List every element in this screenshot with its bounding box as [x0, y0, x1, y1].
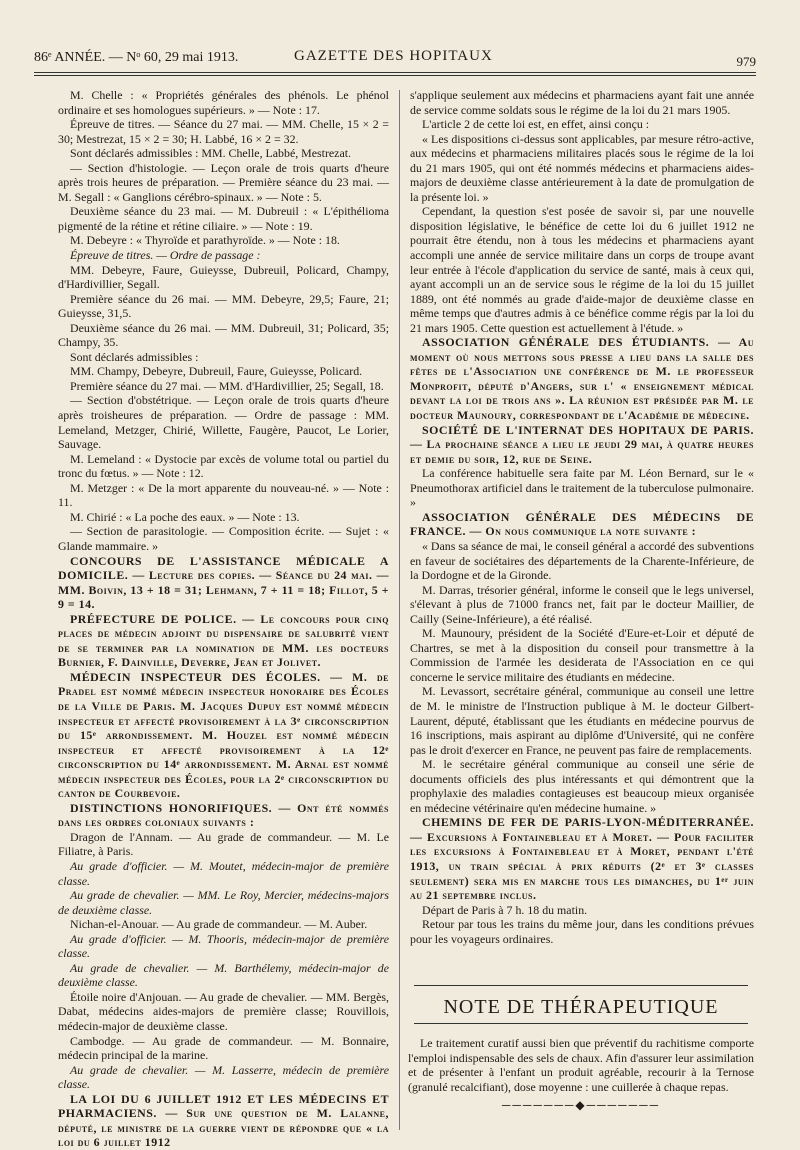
section-heading-paragraph: CONCOURS DE L'ASSISTANCE MÉDICALE A DOMICILE. — Lecture des copies. — Séance du 24 mai. — MM. Boivin, 13 + 18 = 31; Lehmann, 7 + 11 = 18; Fillot, 5 + 9 = 14.	[58, 553, 389, 612]
paragraph: s'applique seulement aux médecins et pharmaciens ayant fait une année de service comme soldats sous le régime de la loi du 21 mars 1905.	[410, 88, 754, 117]
paragraph: — Section d'obstétrique. — Leçon orale de trois quarts d'heure après troisheures de préparation. — Ordre de passage : MM. Lemeland, Metzger, Chirié, Willette, Faugère, Paucot, Le Lorier, Sauvage.	[58, 393, 389, 452]
paragraph: L'article 2 de cette loi est, en effet, ainsi conçu :	[422, 117, 650, 132]
paragraph: — Section d'histologie. — Leçon orale de trois quarts d'heure après trois heures de préparation. — Première séance du 23 mai. — M. Segall : « Ganglions cérébro-spinaux. » — Note : 5.	[58, 160, 389, 204]
paragraph: Au grade de chevalier. — M. Barthélemy, médecin-major de deuxième classe.	[58, 960, 389, 990]
paragraph: M. Levassort, secrétaire général, communique au conseil une lettre de M. le ministre de l'Instruction publique à M. le docteur Gilbert-Laurent, député, établissant que les étudiants en médecine pourvus de 16 inscriptions, mais aspirant au diplôme d'Université, qui ne confère pas le droit d'exercer en France, ne peuvent pas faire de remplacements.	[410, 684, 754, 757]
paragraph: M. Maunoury, président de la Société d'Eure-et-Loir et député de Chartres, se met à la disposition du conseil pour transmettre à la Commission de l'armée les desiderata de l'Association en ce qui concerne le service militaire des étudiants en médecine.	[410, 626, 754, 684]
paragraph: Étoile noire d'Anjouan. — Au grade de chevalier. — MM. Bergès, Dabat, médecins aides-majors de première classe; Rouvillois, médecin-major de deuxième classe.	[58, 989, 389, 1033]
header-rule-double	[34, 75, 756, 76]
paragraph: « Dans sa séance de mai, le conseil général a accordé des subventions en faveur de sociétaires des départements de la Charente-Inférieure, de la Dordogne et de la Gironde.	[410, 538, 754, 583]
section-heading-paragraph: SOCIÉTÉ DE L'INTERNAT DES HOPITAUX DE PARIS. — La prochaine séance a lieu le jeudi 29 mai, à quatre heures et demie du soir, 12, rue de Seine.	[410, 422, 754, 466]
paragraph: Épreuve de titres. — Ordre de passage :	[70, 248, 261, 263]
paragraph: M. Darras, trésorier général, informe le conseil que le legs universel, s'élevant à plus de 71000 francs net, fait par le docteur Maillier, de Cailly (Seine-Inférieure), a été réalisé.	[410, 582, 754, 626]
paragraph: Première séance du 27 mai. — MM. d'Hardivillier, 25; Segall, 18.	[70, 378, 384, 393]
paragraph: Au grade de chevalier. — M. Lasserre, médecin de première classe.	[58, 1062, 389, 1092]
section-heading-paragraph: CHEMINS DE FER DE PARIS-LYON-MÉDITERRANÉE. — Excursions à Fontainebleau et à Moret. — Pour faciliter les excursions à Fontainebleau et à Moret, pendant l'été 1913, un train spécial à prix réduits (2ᵉ et 3ᵉ classes seulement) sera mis en marche tous les dimanches, du 1ᵉʳ juin au 21 septembre inclus.	[410, 815, 754, 903]
box-rule-title	[414, 1023, 748, 1024]
therapeutic-note-body	[408, 1036, 754, 1094]
column-divider	[399, 90, 400, 1130]
section-heading-paragraph: LA LOI DU 6 JUILLET 1912 ET LES MÉDECINS ET PHARMACIENS. — Sur une question de M. Lalanne, député, le ministre de la guerre vient de répondre que « la loi du 6 juillet 1912	[58, 1091, 389, 1150]
header-rule	[34, 72, 756, 73]
paragraph: M. Metzger : « De la mort apparente du nouveau-né. » — Note : 11.	[58, 480, 389, 510]
section-heading-paragraph: ASSOCIATION GÉNÉRALE DES MÉDECINS DE FRANCE. — On nous communique la note suivante :	[410, 509, 754, 539]
paragraph: La conférence habituelle sera faite par M. Léon Bernard, sur le « Pneumothorax artificiel dans le traitement de la tuberculose pulmonaire. »	[410, 466, 754, 510]
paragraph: M. Chirié : « La poche des eaux. » — Note : 13.	[70, 509, 300, 524]
journal-title: GAZETTE DES HOPITAUX	[294, 48, 493, 64]
section-heading-paragraph: ASSOCIATION GÉNÉRALE DES ÉTUDIANTS. — Au moment où nous mettons sous presse a lieu dans la salle des fêtes de l'Association une conférence de M. le professeur Monprofit, député d'Angers, sur l' « enseignement médical devant la loi de trois ans ». La réunion est présidée par M. le docteur Maunoury, correspondant de l'Académie de médecine.	[410, 335, 754, 423]
left-column	[58, 88, 389, 1150]
paragraph: MM. Debeyre, Faure, Guieysse, Dubreuil, Policard, Champy, d'Hardivillier, Segall.	[58, 262, 389, 292]
paragraph: M. Debeyre : « Thyroïde et parathyroïde. » — Note : 18.	[70, 233, 340, 248]
paragraph: Deuxième séance du 23 mai. — M. Dubreuil : « L'épithélioma pigmenté de la rétine et rétine ciliaire. » — Note : 19.	[58, 204, 389, 233]
paragraph: Au grade de chevalier. — MM. Le Roy, Mercier, médecins-majors de deuxième classe.	[58, 888, 389, 917]
paragraph: Nichan-el-Anouar. — Au grade de commandeur. — M. Auber.	[70, 917, 368, 932]
paragraph: Retour par tous les trains du même jour, dans les conditions prévues pour les voyageurs ordinaires.	[410, 917, 754, 946]
paragraph: M. le secrétaire général communique au conseil une série de documents officiels des plus intéressants et qui démontrent que la prophylaxie des maladies contagieuses est beaucoup mieux organisée en médecine vétérinaire qu'en médecine humaine. »	[410, 757, 754, 815]
page-number: 979	[736, 54, 756, 69]
section-heading-paragraph: MÉDECIN INSPECTEUR DES ÉCOLES. — M. de Pradel est nommé médecin inspecteur honoraire des Écoles de la Ville de Paris. M. Jacques Dupuy est nommé médecin inspecteur et affecté provisoirement à la 3ᵉ circonscription du 15ᵉ arrondissement. M. Houzel est nommé médecin inspecteur et affecté provisoirement à la 12ᵉ circonscription du 14ᵉ arrondissement. M. Arnal est nommé médecin inspecteur des Écoles, pour la 2ᵉ circonscription du canton de Courbevoie.	[58, 669, 389, 801]
paragraph: Épreuve de titres. — Séance du 27 mai. — MM. Chelle, 15 × 2 = 30; Mestrezat, 15 × 2 = 30; H. Labbé, 16 × 2 = 32.	[58, 117, 389, 146]
paragraph: Deuxième séance du 26 mai. — MM. Dubreuil, 31; Policard, 35; Champy, 35.	[58, 320, 389, 350]
therapeutic-note	[408, 985, 754, 1123]
paragraph: Sont déclarés admissibles :	[70, 349, 199, 364]
paragraph: Première séance du 26 mai. — MM. Debeyre, 29,5; Faure, 21; Guieysse, 31,5.	[58, 291, 389, 321]
paragraph: M. Lemeland : « Dystocie par excès de volume total ou partiel du tronc du fœtus. » — Note : 12.	[58, 451, 389, 481]
paragraph: Le traitement curatif aussi bien que préventif du rachitisme comporte l'emploi indispensable des sels de chaux. Afin d'assurer leur assimilation et de présenter à l'enfant un produit agréable, recourir à la Ternose (granulé recalcifiant), dose moyenne : une cuillerée à chaque repas.	[408, 1036, 754, 1094]
paragraph: MM. Champy, Debeyre, Dubreuil, Faure, Guieysse, Policard.	[70, 364, 363, 379]
paragraph: — Section de parasitologie. — Composition écrite. — Sujet : « Glande mammaire. »	[58, 524, 389, 553]
ornament-divider: ───────◆───────	[501, 1098, 661, 1113]
right-column	[410, 88, 754, 946]
paragraph: Cambodge. — Au grade de commandeur. — M. Bonnaire, médecin principal de la marine.	[58, 1033, 389, 1063]
paragraph: Dragon de l'Annam. — Au grade de commandeur. — M. Le Filiatre, à Paris.	[58, 829, 389, 859]
paragraph: Sont déclarés admissibles : MM. Chelle, Labbé, Mestrezat.	[70, 146, 352, 161]
therapeutic-note-title: NOTE DE THÉRAPEUTIQUE	[443, 996, 719, 1018]
paragraph: Cependant, la question s'est posée de savoir si, par une nouvelle disposition législative, le bénéfice de cette loi du 6 juillet 1912 ne pourrait être étendu, non à tous les médecins et pharmaciens ayant accompli une année de service militaire dans un corps de troupe avant leur entrée à l'école d'application du service de santé, mais à ceux qui, ayant accompli un an de service sous le régime de la loi du 15 juillet 1889, ont été nommés au grade d'aide-major de deuxième classe en même temps que d'autres admis à ce bénéfice comme régis par la loi du 21 mars 1905. Cette question est actuellement à l'étude. »	[410, 204, 754, 335]
section-heading-paragraph: DISTINCTIONS HONORIFIQUES. — Ont été nommés dans les ordres coloniaux suivants :	[58, 800, 389, 830]
paragraph: Au grade d'officier. — M. Thooris, médecin-major de première classe.	[58, 931, 389, 961]
paragraph: « Les dispositions ci-dessus sont applicables, par mesure rétro-active, aux médecins et pharmaciens militaires placés sous le régime de la loi du 21 mars 1905, qui ont été nommés médecins et pharmaciens aides-majors de deuxième classe antérieurement à la date de promulgation de la présente loi. »	[410, 131, 754, 204]
issue-info: 86ᵉ ANNÉE. — Nᵒ 60, 29 mai 1913.	[34, 50, 239, 65]
page-header	[34, 46, 756, 72]
box-rule-top	[414, 985, 748, 986]
section-heading-paragraph: PRÉFECTURE DE POLICE. — Le concours pour cinq places de médecin adjoint du dispensaire de salubrité vient de se terminer par la nomination de MM. les docteurs Burnier, F. Dainville, Deverre, Jean et Jolivet.	[58, 611, 389, 670]
paragraph: Départ de Paris à 7 h. 18 du matin.	[422, 902, 588, 917]
paragraph: M. Chelle : « Propriétés générales des phénols. Le phénol ordinaire et ses homologues supérieurs. » — Note : 17.	[58, 88, 389, 117]
paragraph: Au grade d'officier. — M. Moutet, médecin-major de première classe.	[58, 858, 389, 888]
